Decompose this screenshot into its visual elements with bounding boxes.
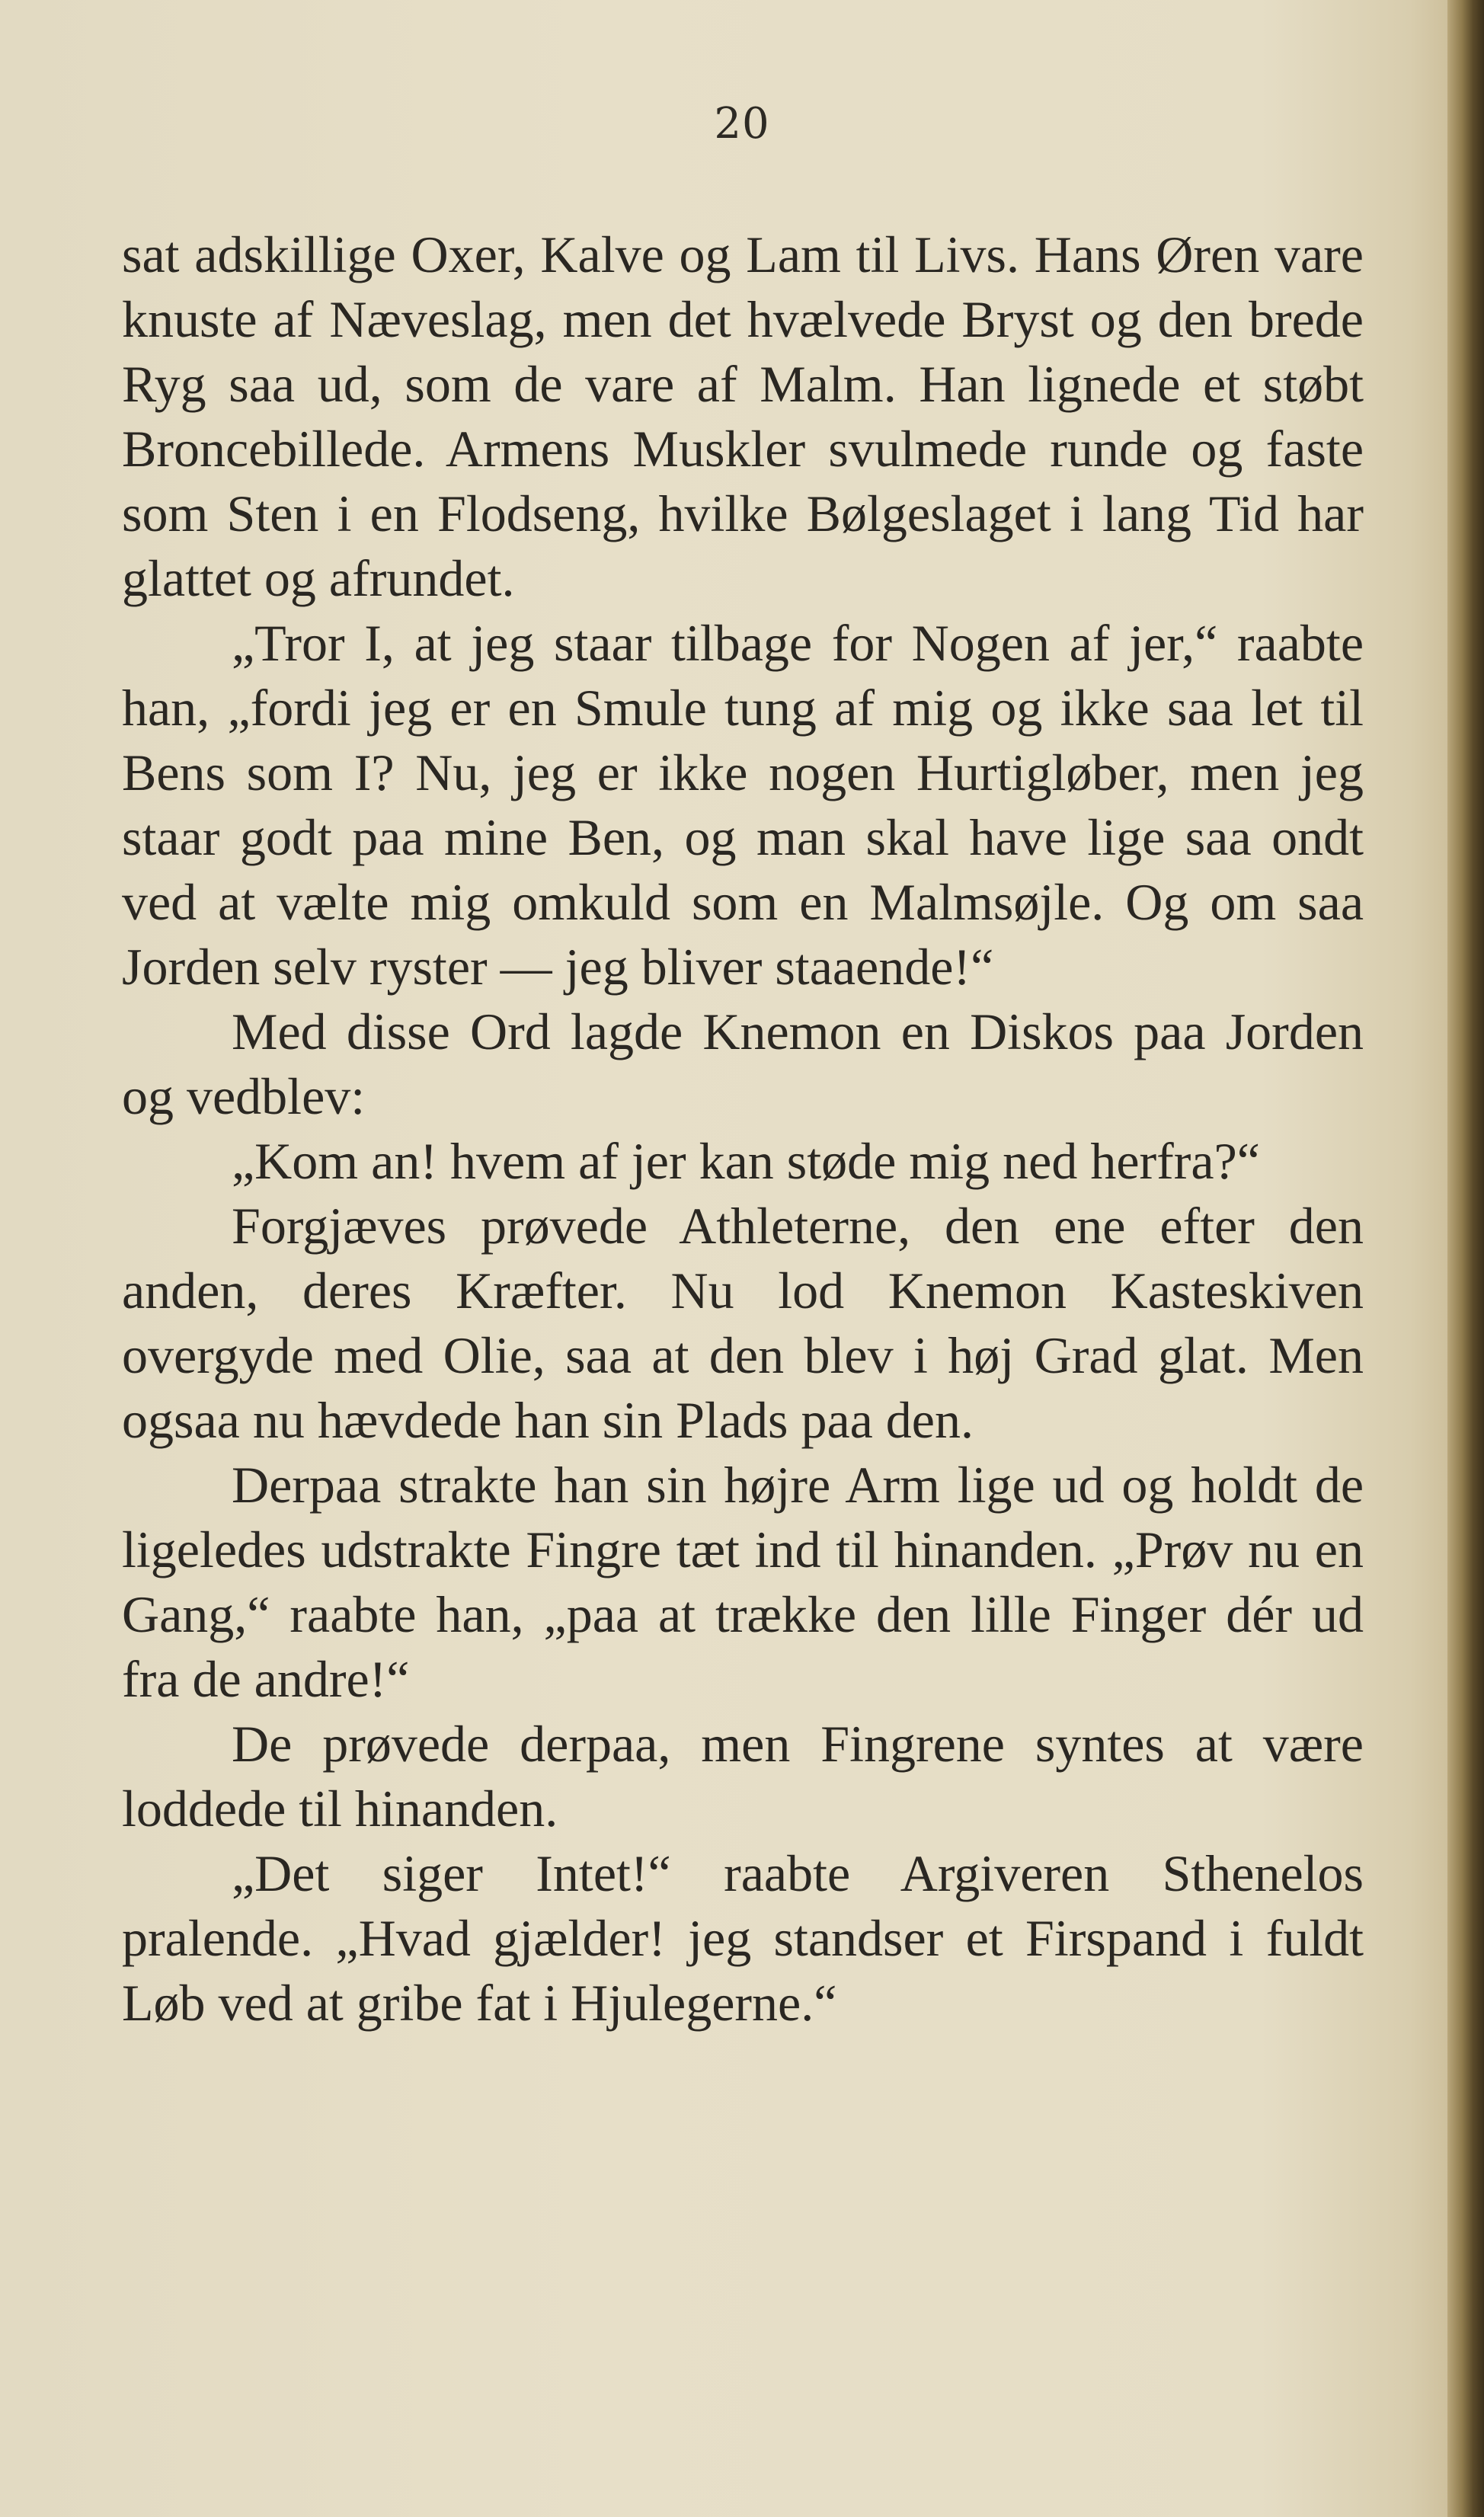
paragraph: „Kom an! hvem af jer kan støde mig ned herfra?“: [232, 1132, 1260, 1190]
paragraph: Derpaa strakte han sin højre Arm lige ud og holdt de ligeledes udstrakte Fingre tæt ind til hinanden. „Prøv nu en Gang,“ raabte han, „paa at trække den lille Finger dér ud fra de andre!“: [122, 1456, 1364, 1708]
paragraph: sat adskillige Oxer, Kalve og Lam til Livs. Hans Øren vare knuste af Næveslag, men det hvælvede Bryst og den brede Ryg saa ud, som de vare af Malm. Han lignede et støbt Broncebillede. Armens Muskler svulmede runde og faste som Sten i en Flodseng, hvilke Bølgeslaget i lang Tid har glattet og afrundet.: [122, 225, 1364, 607]
page-number: 20: [714, 99, 770, 149]
paragraph: Forgjæves prøvede Athleterne, den ene efter den anden, deres Kræfter. Nu lod Knemon Kasteskiven overgyde med Olie, saa at den blev i høj Grad glat. Men ogsaa nu hævdede han sin Plads paa den.: [122, 1197, 1364, 1449]
paragraph: „Tror I, at jeg staar tilbage for Nogen af jer,“ raabte han, „fordi jeg er en Smule tung af mig og ikke saa let til Bens som I? Nu, jeg er ikke nogen Hurtigløber, men jeg staar godt paa mine Ben, og man skal have lige saa ondt ved at vælte mig omkuld som en Malmsøjle. Og om saa Jorden selv ryster — jeg bliver staaende!“: [122, 614, 1364, 996]
body-text: [122, 222, 1364, 2036]
paragraph: De prøvede derpaa, men Fingrene syntes at være loddede til hinanden.: [122, 1715, 1364, 1837]
page-edge: [1447, 0, 1484, 2517]
paragraph: „Det siger Intet!“ raabte Argiveren Sthenelos pralende. „Hvad gjælder! jeg standser et Firspand i fuldt Løb ved at gribe fat i Hjulegerne.“: [122, 1844, 1364, 2032]
paragraph: Med disse Ord lagde Knemon en Diskos paa Jorden og vedblev:: [122, 1003, 1364, 1125]
